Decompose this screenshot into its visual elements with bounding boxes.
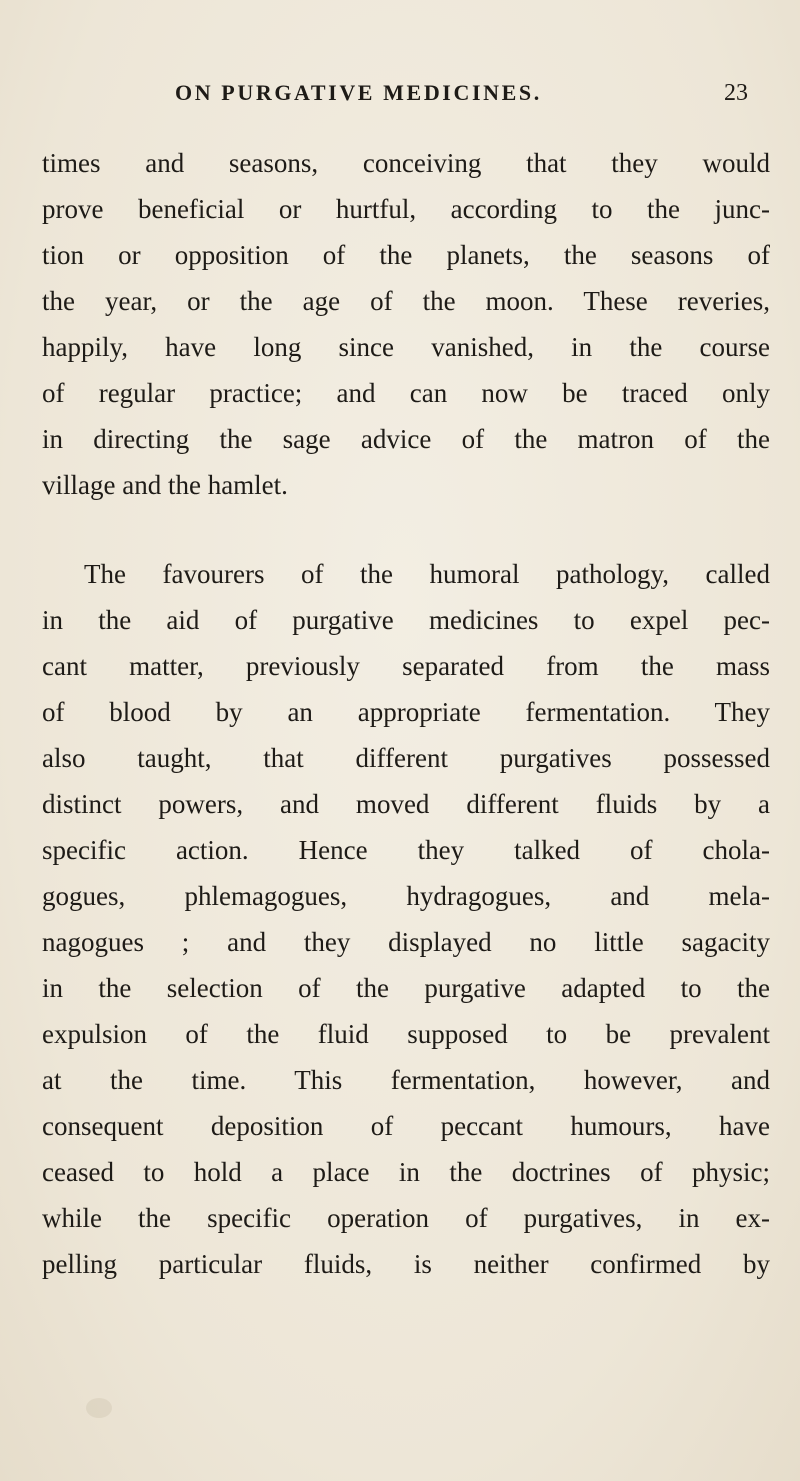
text-line: village and the hamlet. xyxy=(42,470,288,500)
text-line: gogues, phlemagogues, hydragogues, and mela- xyxy=(42,881,770,911)
text-line: tion or opposition of the planets, the seasons of xyxy=(42,240,770,270)
text-line: prove beneficial or hurtful, according to the junc- xyxy=(42,194,770,224)
text-line: consequent deposition of peccant humours, have xyxy=(42,1111,770,1141)
running-title: ON PURGATIVE MEDICINES. xyxy=(175,80,542,105)
running-header xyxy=(0,80,800,114)
text-line: ceased to hold a place in the doctrines of physic; xyxy=(42,1157,770,1187)
text-line: of regular practice; and can now be traced only xyxy=(42,378,770,408)
text-line: in directing the sage advice of the matron of the xyxy=(42,424,770,454)
text-line: while the specific operation of purgatives, in ex- xyxy=(42,1203,770,1233)
text-line: in the selection of the purgative adapted to the xyxy=(42,973,770,1003)
text-line: specific action. Hence they talked of chola- xyxy=(42,835,770,865)
text-line: in the aid of purgative medicines to expel pec- xyxy=(42,605,770,635)
text-line: expulsion of the fluid supposed to be prevalent xyxy=(42,1019,770,1049)
text-line: nagogues ; and they displayed no little sagacity xyxy=(42,927,770,957)
text-line: pelling particular fluids, is neither confirmed by xyxy=(42,1249,770,1279)
text-line: at the time. This fermentation, however, and xyxy=(42,1065,770,1095)
text-line: times and seasons, conceiving that they would xyxy=(42,148,770,178)
text-line: happily, have long since vanished, in the course xyxy=(42,332,770,362)
paper-stain xyxy=(86,1398,112,1418)
text-line: of blood by an appropriate fermentation. They xyxy=(42,697,770,727)
text-line: cant matter, previously separated from the mass xyxy=(42,651,770,681)
text-line: the year, or the age of the moon. These reveries, xyxy=(42,286,770,316)
text-line: The favourers of the humoral pathology, called xyxy=(84,559,770,589)
page-number: 23 xyxy=(724,80,748,106)
text-line: also taught, that different purgatives possessed xyxy=(42,743,770,773)
text-line: distinct powers, and moved different fluids by a xyxy=(42,789,770,819)
